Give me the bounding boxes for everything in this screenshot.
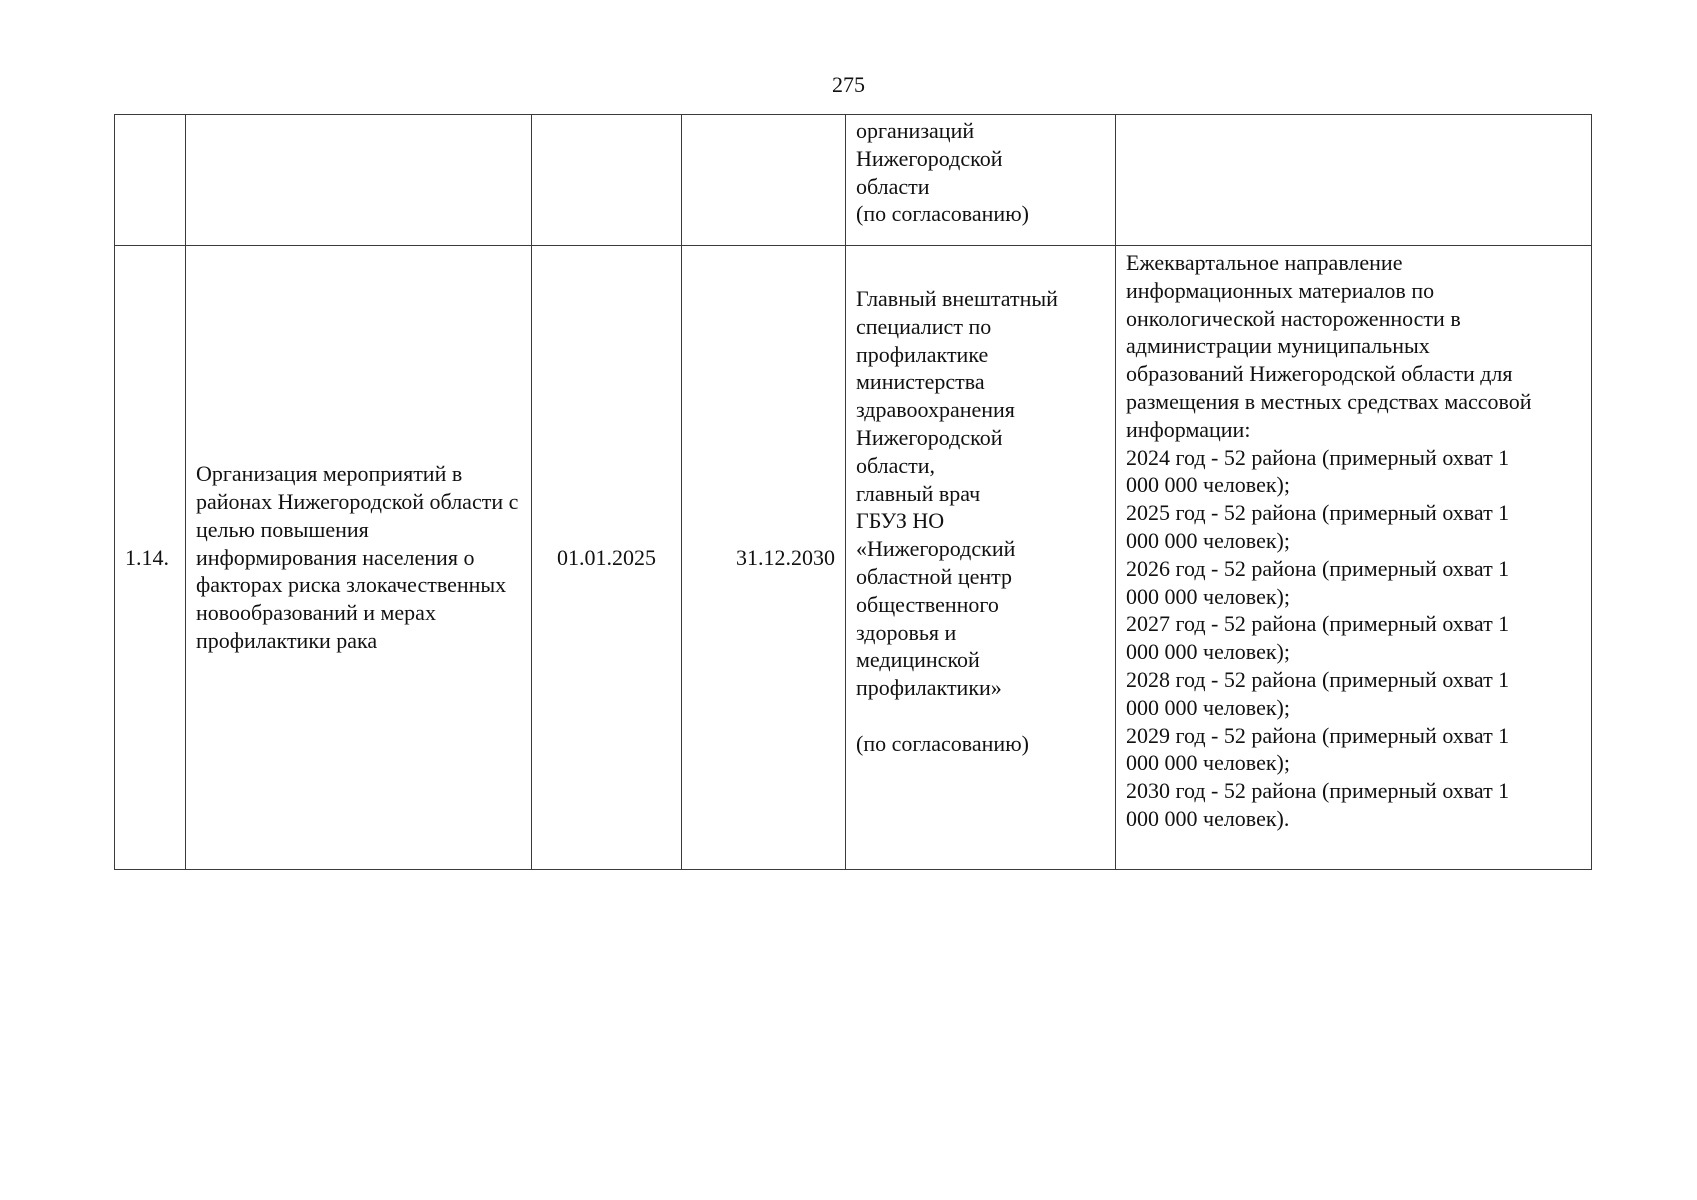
cell-responsible: Главный внештатный специалист по профилактике министерства здравоохранения Нижегородской области, главный врач ГБУЗ НО «Нижегородский областной центр общественного здоровья и медицинской профилактики» (по согласованию): [846, 246, 1116, 870]
cell-measure-name: Организация мероприятий в районах Нижегородской области с целью повышения информирования населения о факторах риска злокачественных новообразований и мерах профилактики рака: [186, 246, 532, 870]
table-row: [115, 246, 1592, 870]
cell-number-empty: [115, 115, 186, 246]
cell-start-date: 01.01.2025: [532, 246, 682, 870]
cell-result-empty: [1116, 115, 1592, 246]
measures-table: [114, 114, 1592, 870]
table-row-continuation: [115, 115, 1592, 246]
cell-start-empty: [532, 115, 682, 246]
cell-item-number: 1.14.: [115, 246, 186, 870]
page-number: 275: [832, 72, 865, 97]
cell-end-empty: [682, 115, 846, 246]
cell-responsible-continued: организаций Нижегородской области (по согласованию): [846, 115, 1116, 246]
cell-name-empty: [186, 115, 532, 246]
cell-end-date: 31.12.2030: [682, 246, 846, 870]
cell-expected-result: Ежеквартальное направление информационных материалов по онкологической настороженности в администрации муниципальных образований Нижегородской области для размещения в местных средствах массовой информации: 2024 год - 52 района (примерный охват 1 000 000 человек); 2025 год - 52 района (примерный охват 1 000 000 человек); 2026 год - 52 района (примерный охват 1 000 000 человек); 2027 год - 52 района (примерный охват 1 000 000 человек); 2028 год - 52 района (примерный охват 1 000 000 человек); 2029 год - 52 района (примерный охват 1 000 000 человек); 2030 год - 52 района (примерный охват 1 000 000 человек).: [1116, 246, 1592, 870]
